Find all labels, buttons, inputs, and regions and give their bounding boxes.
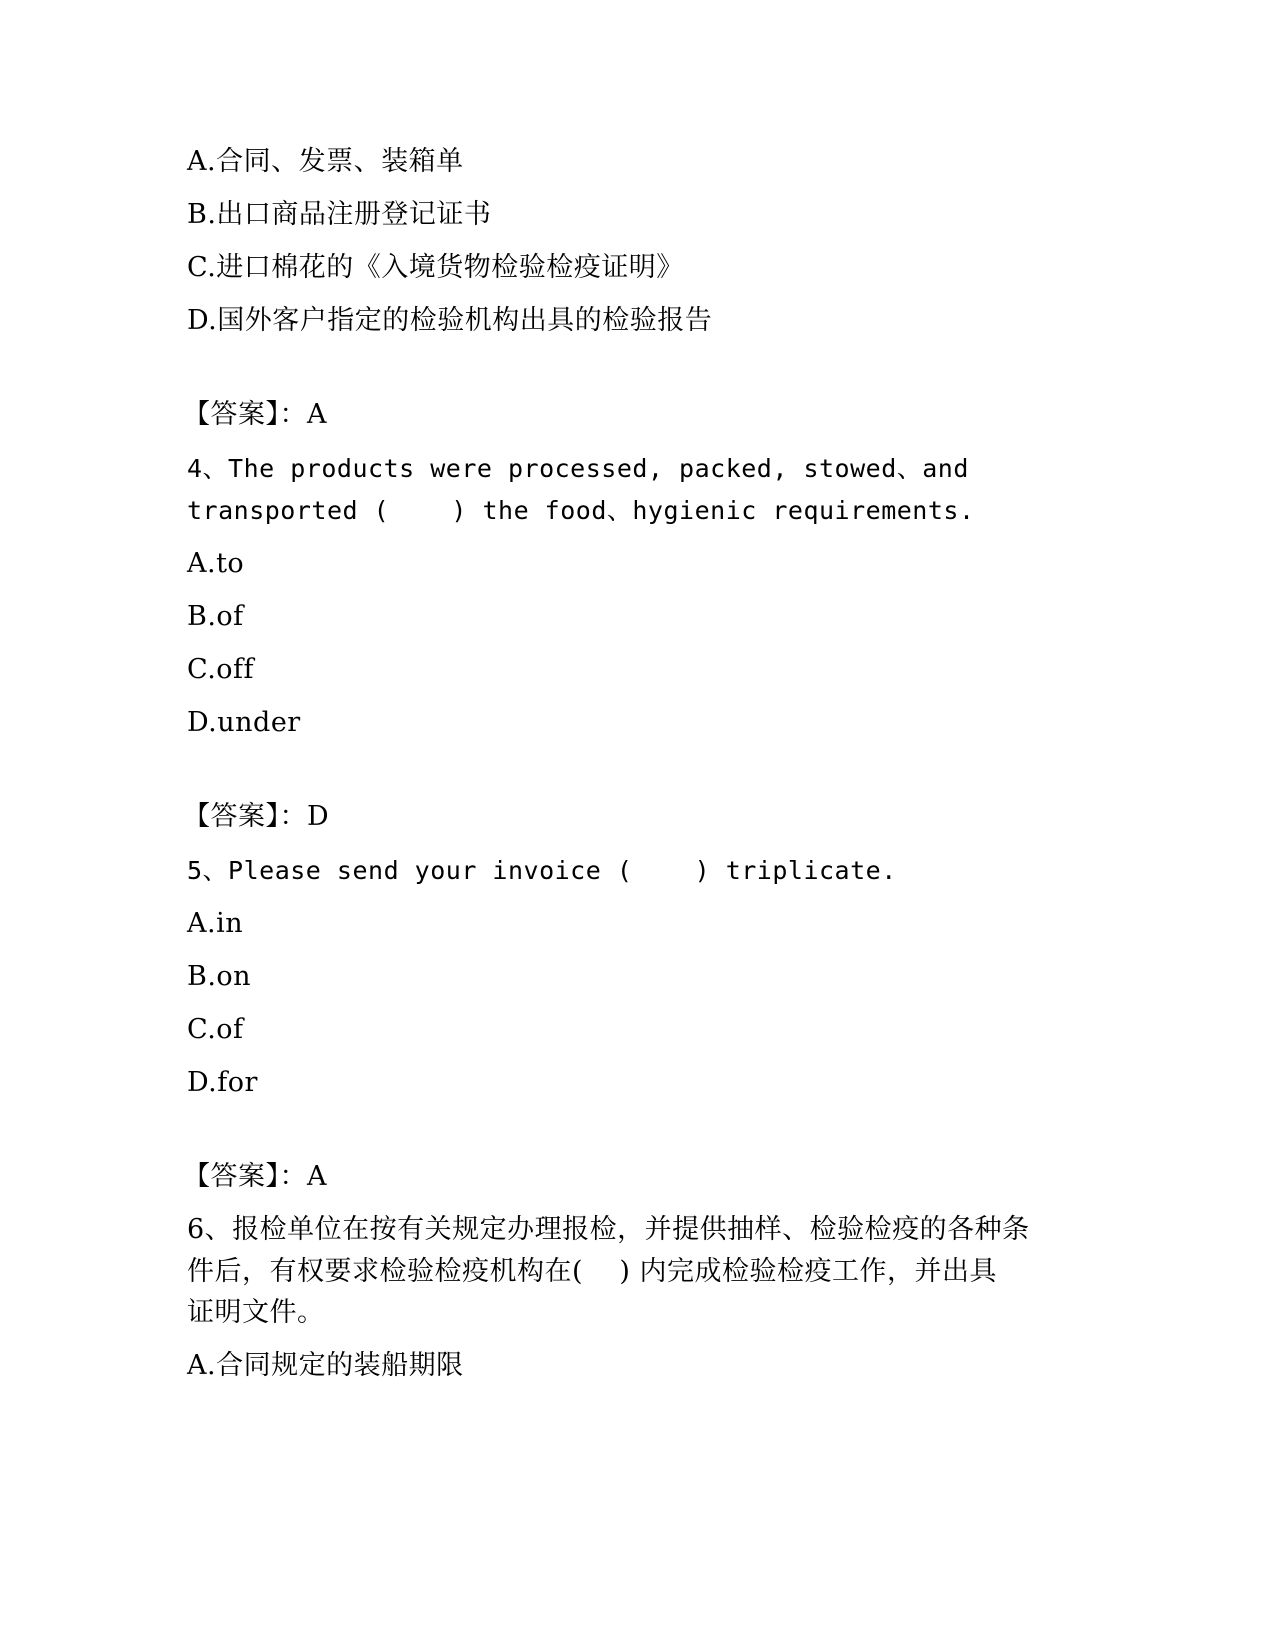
q5-option-c: C.of bbox=[187, 1014, 244, 1045]
q3-option-c: C.进口棉花的《入境货物检验检疫证明》 bbox=[187, 252, 684, 283]
q3-option-a: A.合同、发票、装箱单 bbox=[187, 146, 464, 177]
q3-option-d: D.国外客户指定的检验机构出具的检验报告 bbox=[187, 305, 713, 336]
q5-option-b: B.on bbox=[187, 961, 252, 992]
q5-stem: 5、Please send your invoice ( ) triplicate. bbox=[187, 856, 897, 885]
q3-option-b: B.出口商品注册登记证书 bbox=[187, 199, 492, 230]
q4-option-d: D.under bbox=[187, 707, 301, 738]
q4-answer: 【答案】：D bbox=[183, 801, 330, 832]
q6-stem-line2: 件后，有权要求检验检疫机构在( ) 内完成检验检疫工作，并出具 bbox=[187, 1256, 997, 1287]
q3-answer: 【答案】：A bbox=[183, 399, 327, 430]
q4-option-a: A.to bbox=[187, 548, 245, 579]
q4-option-c: C.off bbox=[187, 654, 255, 685]
q4-stem-line1: 4、The products were processed, packed, stowed、and bbox=[187, 454, 969, 483]
q4-option-b: B.of bbox=[187, 601, 244, 632]
q5-option-a: A.in bbox=[187, 908, 244, 939]
q6-stem-line1: 6、报检单位在按有关规定办理报检，并提供抽样、检验检疫的各种条 bbox=[187, 1214, 1030, 1245]
q6-option-a: A.合同规定的装船期限 bbox=[187, 1350, 464, 1381]
q4-stem-line2: transported ( ) the food、hygienic requirements. bbox=[187, 496, 975, 525]
q5-answer: 【答案】：A bbox=[183, 1161, 327, 1192]
q6-stem-line3: 证明文件。 bbox=[187, 1297, 325, 1328]
q5-option-d: D.for bbox=[187, 1067, 258, 1098]
